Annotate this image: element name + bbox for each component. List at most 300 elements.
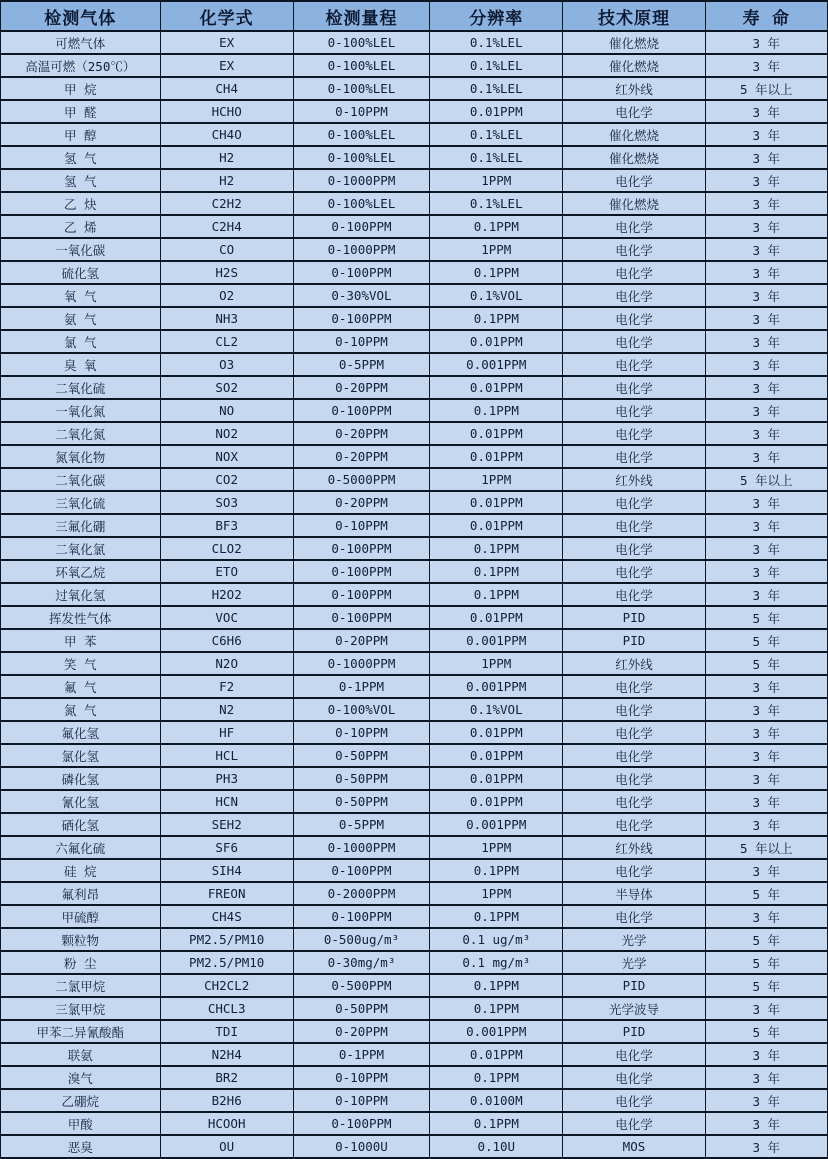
cell-resolution: 0.1PPM [430,974,563,997]
cell-lifespan: 3 年 [705,169,827,192]
cell-technology: 电化学 [563,376,705,399]
table-row [1,1135,828,1158]
cell-gas-name: 氢 气 [1,169,161,192]
cell-chemical-formula: BF3 [160,514,293,537]
cell-resolution: 1PPM [430,169,563,192]
cell-technology: 电化学 [563,261,705,284]
cell-detection-range: 0-10PPM [293,1066,429,1089]
table-row [1,974,828,997]
cell-gas-name: 氟 气 [1,675,161,698]
cell-chemical-formula: O2 [160,284,293,307]
cell-detection-range: 0-100%LEL [293,54,429,77]
cell-technology: 电化学 [563,1043,705,1066]
cell-technology: 电化学 [563,1066,705,1089]
cell-chemical-formula: BR2 [160,1066,293,1089]
cell-detection-range: 0-10PPM [293,721,429,744]
cell-technology: 电化学 [563,100,705,123]
cell-resolution: 0.1%VOL [430,284,563,307]
cell-detection-range: 0-10PPM [293,514,429,537]
cell-lifespan: 3 年 [705,767,827,790]
cell-lifespan: 3 年 [705,353,827,376]
cell-chemical-formula: NO2 [160,422,293,445]
cell-lifespan: 3 年 [705,698,827,721]
cell-chemical-formula: C2H4 [160,215,293,238]
cell-gas-name: 氟利昂 [1,882,161,905]
cell-chemical-formula: SIH4 [160,859,293,882]
table-row [1,905,828,928]
cell-technology: 电化学 [563,560,705,583]
table-row [1,652,828,675]
table-row [1,353,828,376]
cell-resolution: 0.1PPM [430,399,563,422]
cell-detection-range: 0-100PPM [293,859,429,882]
cell-chemical-formula: CO2 [160,468,293,491]
cell-resolution: 1PPM [430,652,563,675]
cell-detection-range: 0-100PPM [293,537,429,560]
cell-detection-range: 0-100PPM [293,1112,429,1135]
cell-chemical-formula: HCOOH [160,1112,293,1135]
cell-detection-range: 0-100%LEL [293,192,429,215]
cell-technology: 电化学 [563,284,705,307]
cell-resolution: 0.1PPM [430,1066,563,1089]
table-body [1,31,828,1158]
cell-resolution: 0.001PPM [430,675,563,698]
cell-gas-name: 一氧化碳 [1,238,161,261]
cell-lifespan: 3 年 [705,1112,827,1135]
cell-technology: 电化学 [563,445,705,468]
cell-technology: 红外线 [563,77,705,100]
cell-detection-range: 0-50PPM [293,744,429,767]
cell-technology: PID [563,974,705,997]
cell-lifespan: 3 年 [705,307,827,330]
cell-lifespan: 3 年 [705,376,827,399]
cell-lifespan: 5 年以上 [705,77,827,100]
table-row [1,169,828,192]
cell-chemical-formula: F2 [160,675,293,698]
cell-detection-range: 0-20PPM [293,376,429,399]
cell-detection-range: 0-100PPM [293,583,429,606]
cell-detection-range: 0-20PPM [293,491,429,514]
cell-resolution: 0.1%LEL [430,77,563,100]
cell-lifespan: 3 年 [705,859,827,882]
cell-technology: 电化学 [563,514,705,537]
cell-detection-range: 0-100%LEL [293,123,429,146]
cell-detection-range: 0-50PPM [293,767,429,790]
cell-lifespan: 5 年 [705,951,827,974]
cell-lifespan: 3 年 [705,261,827,284]
cell-gas-name: 二氧化硫 [1,376,161,399]
cell-gas-name: 恶臭 [1,1135,161,1158]
cell-detection-range: 0-20PPM [293,422,429,445]
cell-lifespan: 3 年 [705,560,827,583]
cell-lifespan: 3 年 [705,123,827,146]
column-header-lifespan: 寿 命 [705,1,827,31]
table-row [1,813,828,836]
cell-lifespan: 3 年 [705,399,827,422]
cell-technology: 红外线 [563,468,705,491]
table-row [1,744,828,767]
cell-chemical-formula: HF [160,721,293,744]
cell-chemical-formula: PM2.5/PM10 [160,928,293,951]
cell-gas-name: 笑 气 [1,652,161,675]
cell-gas-name: 氢 气 [1,146,161,169]
cell-chemical-formula: CH4O [160,123,293,146]
table-row [1,836,828,859]
cell-detection-range: 0-100%LEL [293,146,429,169]
cell-detection-range: 0-100PPM [293,606,429,629]
cell-technology: 催化燃烧 [563,192,705,215]
cell-lifespan: 5 年以上 [705,468,827,491]
cell-gas-name: 甲 苯 [1,629,161,652]
cell-technology: 电化学 [563,790,705,813]
cell-technology: MOS [563,1135,705,1158]
cell-lifespan: 3 年 [705,491,827,514]
cell-technology: 光学 [563,951,705,974]
table-row [1,583,828,606]
table-row [1,54,828,77]
cell-technology: 电化学 [563,583,705,606]
cell-lifespan: 5 年以上 [705,836,827,859]
cell-gas-name: 粉 尘 [1,951,161,974]
table-row [1,146,828,169]
cell-gas-name: 氯化氢 [1,744,161,767]
cell-lifespan: 3 年 [705,215,827,238]
cell-technology: 电化学 [563,238,705,261]
cell-lifespan: 3 年 [705,422,827,445]
cell-gas-name: 六氟化硫 [1,836,161,859]
cell-resolution: 0.01PPM [430,445,563,468]
cell-chemical-formula: CHCL3 [160,997,293,1020]
cell-resolution: 0.1PPM [430,905,563,928]
cell-technology: 电化学 [563,537,705,560]
cell-gas-name: 硫化氢 [1,261,161,284]
table-row [1,1043,828,1066]
cell-lifespan: 3 年 [705,1066,827,1089]
cell-chemical-formula: NH3 [160,307,293,330]
column-header-resolution: 分辨率 [430,1,563,31]
cell-resolution: 0.10U [430,1135,563,1158]
table-row [1,307,828,330]
cell-gas-name: 三氯甲烷 [1,997,161,1020]
table-row [1,238,828,261]
cell-chemical-formula: CO [160,238,293,261]
cell-detection-range: 0-20PPM [293,445,429,468]
cell-chemical-formula: HCN [160,790,293,813]
table-row [1,1089,828,1112]
cell-resolution: 0.01PPM [430,606,563,629]
cell-resolution: 0.1%LEL [430,146,563,169]
cell-gas-name: 氨 气 [1,307,161,330]
cell-technology: 催化燃烧 [563,54,705,77]
table-row [1,468,828,491]
table-row [1,1112,828,1135]
cell-detection-range: 0-1000PPM [293,652,429,675]
cell-lifespan: 3 年 [705,146,827,169]
column-header-detection-range: 检测量程 [293,1,429,31]
cell-resolution: 0.01PPM [430,721,563,744]
cell-chemical-formula: C2H2 [160,192,293,215]
cell-lifespan: 3 年 [705,284,827,307]
cell-technology: 电化学 [563,1089,705,1112]
table-row [1,606,828,629]
cell-chemical-formula: SO2 [160,376,293,399]
cell-technology: 半导体 [563,882,705,905]
cell-gas-name: 高温可燃（250℃） [1,54,161,77]
cell-lifespan: 3 年 [705,514,827,537]
cell-lifespan: 3 年 [705,721,827,744]
cell-lifespan: 3 年 [705,1089,827,1112]
cell-detection-range: 0-5PPM [293,353,429,376]
cell-gas-name: 甲苯二异氰酸酯 [1,1020,161,1043]
cell-gas-name: 硒化氢 [1,813,161,836]
table-row [1,560,828,583]
cell-gas-name: 溴气 [1,1066,161,1089]
table-row [1,721,828,744]
cell-gas-name: 甲 烷 [1,77,161,100]
cell-lifespan: 5 年 [705,629,827,652]
cell-technology: 电化学 [563,905,705,928]
cell-technology: 电化学 [563,399,705,422]
cell-gas-name: 三氟化硼 [1,514,161,537]
cell-gas-name: 二氯甲烷 [1,974,161,997]
table-row [1,767,828,790]
cell-chemical-formula: NO [160,399,293,422]
cell-resolution: 0.1PPM [430,583,563,606]
cell-detection-range: 0-20PPM [293,629,429,652]
table-row [1,675,828,698]
table-row [1,629,828,652]
cell-lifespan: 5 年 [705,882,827,905]
header-row [1,1,828,31]
cell-gas-name: 甲 醛 [1,100,161,123]
cell-detection-range: 0-100%LEL [293,31,429,54]
cell-technology: 光学波导 [563,997,705,1020]
cell-detection-range: 0-10PPM [293,100,429,123]
cell-detection-range: 0-100PPM [293,215,429,238]
cell-detection-range: 0-100%VOL [293,698,429,721]
cell-detection-range: 0-100PPM [293,399,429,422]
table-row [1,123,828,146]
cell-gas-name: 氮氧化物 [1,445,161,468]
cell-technology: PID [563,606,705,629]
cell-chemical-formula: HCL [160,744,293,767]
cell-technology: 电化学 [563,353,705,376]
cell-lifespan: 3 年 [705,997,827,1020]
table-row [1,31,828,54]
table-row [1,399,828,422]
table-row [1,284,828,307]
cell-chemical-formula: HCHO [160,100,293,123]
cell-resolution: 0.1PPM [430,859,563,882]
cell-detection-range: 0-5000PPM [293,468,429,491]
cell-detection-range: 0-1000PPM [293,238,429,261]
cell-gas-name: 氰化氢 [1,790,161,813]
cell-technology: PID [563,1020,705,1043]
cell-chemical-formula: NOX [160,445,293,468]
cell-detection-range: 0-100PPM [293,560,429,583]
cell-technology: 电化学 [563,721,705,744]
table-row [1,514,828,537]
cell-lifespan: 3 年 [705,192,827,215]
cell-chemical-formula: B2H6 [160,1089,293,1112]
cell-chemical-formula: FREON [160,882,293,905]
cell-technology: 电化学 [563,813,705,836]
cell-detection-range: 0-50PPM [293,997,429,1020]
cell-resolution: 0.1PPM [430,560,563,583]
cell-chemical-formula: H2 [160,169,293,192]
table-row [1,698,828,721]
cell-technology: 电化学 [563,169,705,192]
cell-gas-name: 二氧化氯 [1,537,161,560]
cell-gas-name: 环氧乙烷 [1,560,161,583]
cell-gas-name: 过氧化氢 [1,583,161,606]
cell-chemical-formula: CH2CL2 [160,974,293,997]
column-header-technology: 技术原理 [563,1,705,31]
cell-resolution: 1PPM [430,238,563,261]
cell-chemical-formula: N2O [160,652,293,675]
cell-resolution: 0.01PPM [430,422,563,445]
cell-gas-name: 臭 氧 [1,353,161,376]
table-row [1,215,828,238]
cell-detection-range: 0-1PPM [293,1043,429,1066]
column-header-chemical-formula: 化学式 [160,1,293,31]
cell-detection-range: 0-10PPM [293,330,429,353]
cell-technology: 红外线 [563,652,705,675]
cell-detection-range: 0-100PPM [293,261,429,284]
cell-detection-range: 0-2000PPM [293,882,429,905]
cell-resolution: 0.01PPM [430,1043,563,1066]
cell-detection-range: 0-1000U [293,1135,429,1158]
cell-lifespan: 3 年 [705,330,827,353]
cell-lifespan: 3 年 [705,1043,827,1066]
cell-technology: 催化燃烧 [563,146,705,169]
cell-resolution: 0.1PPM [430,537,563,560]
cell-resolution: 1PPM [430,882,563,905]
cell-resolution: 0.01PPM [430,491,563,514]
cell-technology: 电化学 [563,1112,705,1135]
cell-resolution: 0.1 ug/m³ [430,928,563,951]
cell-detection-range: 0-500ug/m³ [293,928,429,951]
cell-technology: 电化学 [563,767,705,790]
table-row [1,491,828,514]
table-row [1,422,828,445]
table-row [1,790,828,813]
cell-chemical-formula: N2 [160,698,293,721]
cell-resolution: 0.1%VOL [430,698,563,721]
cell-resolution: 0.001PPM [430,813,563,836]
table-row [1,376,828,399]
cell-resolution: 0.1PPM [430,261,563,284]
cell-chemical-formula: C6H6 [160,629,293,652]
cell-gas-name: 颗粒物 [1,928,161,951]
cell-lifespan: 5 年 [705,928,827,951]
cell-technology: 催化燃烧 [563,31,705,54]
cell-lifespan: 3 年 [705,583,827,606]
cell-resolution: 0.01PPM [430,376,563,399]
cell-gas-name: 一氧化氮 [1,399,161,422]
cell-gas-name: 氟化氢 [1,721,161,744]
cell-gas-name: 氧 气 [1,284,161,307]
cell-lifespan: 5 年 [705,652,827,675]
column-header-gas-name: 检测气体 [1,1,161,31]
cell-chemical-formula: TDI [160,1020,293,1043]
cell-resolution: 0.01PPM [430,767,563,790]
cell-detection-range: 0-1PPM [293,675,429,698]
cell-resolution: 0.1PPM [430,307,563,330]
table-row [1,77,828,100]
cell-resolution: 0.001PPM [430,629,563,652]
cell-detection-range: 0-500PPM [293,974,429,997]
table-row [1,537,828,560]
cell-chemical-formula: CL2 [160,330,293,353]
cell-technology: 电化学 [563,307,705,330]
cell-detection-range: 0-5PPM [293,813,429,836]
cell-lifespan: 3 年 [705,813,827,836]
cell-chemical-formula: H2 [160,146,293,169]
cell-chemical-formula: PH3 [160,767,293,790]
cell-detection-range: 0-30mg/m³ [293,951,429,974]
cell-technology: 电化学 [563,744,705,767]
cell-detection-range: 0-100PPM [293,307,429,330]
cell-resolution: 1PPM [430,836,563,859]
cell-lifespan: 3 年 [705,744,827,767]
cell-chemical-formula: SO3 [160,491,293,514]
cell-lifespan: 3 年 [705,1135,827,1158]
cell-chemical-formula: H2O2 [160,583,293,606]
cell-resolution: 0.01PPM [430,514,563,537]
cell-gas-name: 甲酸 [1,1112,161,1135]
cell-lifespan: 3 年 [705,445,827,468]
cell-technology: 电化学 [563,422,705,445]
cell-resolution: 0.1%LEL [430,123,563,146]
cell-technology: 电化学 [563,859,705,882]
cell-gas-name: 乙 炔 [1,192,161,215]
cell-resolution: 0.001PPM [430,1020,563,1043]
cell-lifespan: 5 年 [705,974,827,997]
cell-resolution: 0.1 mg/m³ [430,951,563,974]
cell-resolution: 0.01PPM [430,100,563,123]
cell-resolution: 1PPM [430,468,563,491]
cell-lifespan: 3 年 [705,790,827,813]
table-row [1,261,828,284]
cell-chemical-formula: CH4S [160,905,293,928]
cell-lifespan: 3 年 [705,905,827,928]
cell-gas-name: 甲 醇 [1,123,161,146]
cell-gas-name: 硅 烷 [1,859,161,882]
table-row [1,951,828,974]
cell-resolution: 0.1PPM [430,215,563,238]
cell-gas-name: 三氧化硫 [1,491,161,514]
cell-detection-range: 0-100%LEL [293,77,429,100]
table-row [1,1066,828,1089]
cell-gas-name: 乙硼烷 [1,1089,161,1112]
table-row [1,330,828,353]
cell-gas-name: 氮 气 [1,698,161,721]
cell-resolution: 0.1PPM [430,1112,563,1135]
table-row [1,997,828,1020]
cell-resolution: 0.1%LEL [430,54,563,77]
cell-gas-name: 甲硫醇 [1,905,161,928]
cell-gas-name: 联氨 [1,1043,161,1066]
cell-gas-name: 氯 气 [1,330,161,353]
cell-chemical-formula: EX [160,31,293,54]
cell-technology: 电化学 [563,215,705,238]
cell-resolution: 0.1%LEL [430,31,563,54]
cell-technology: 光学 [563,928,705,951]
cell-chemical-formula: SEH2 [160,813,293,836]
cell-lifespan: 5 年 [705,1020,827,1043]
table-row [1,1020,828,1043]
